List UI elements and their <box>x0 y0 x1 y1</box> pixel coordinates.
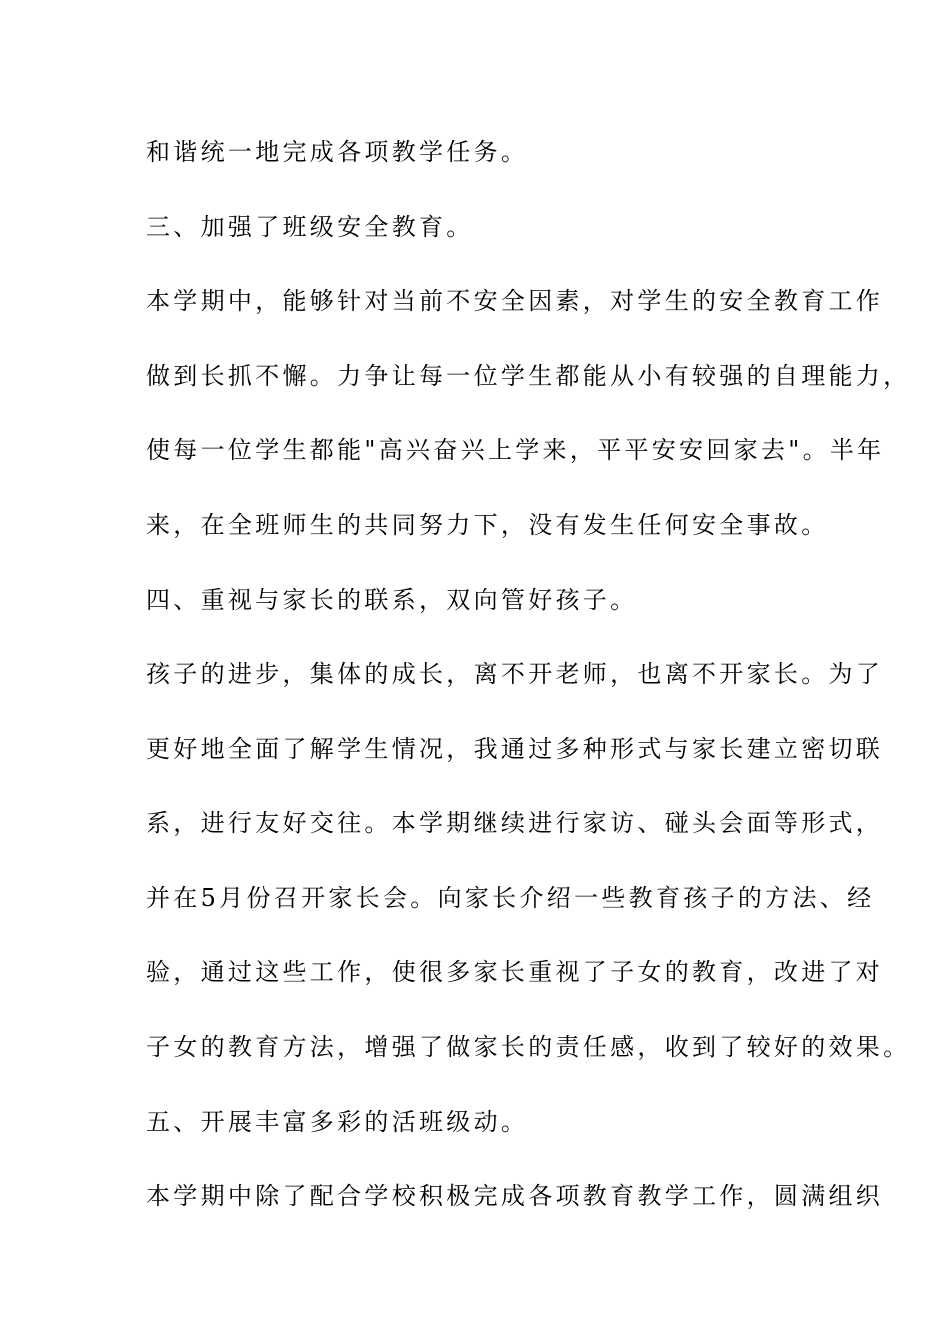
paragraph-line: 更好地全面了解学生情况，我通过多种形式与家长建立密切联 <box>146 735 884 763</box>
paragraph-line: 并在5月份召开家长会。向家长介绍一些教育孩子的方法、经 <box>146 884 875 912</box>
paragraph-line: 使每一位学生都能"高兴奋兴上学来，平平安安回家去"。半年 <box>146 436 885 464</box>
section-heading-4: 四、重视与家长的联系，双向管好孩子。 <box>146 586 638 614</box>
paragraph-line: 系，进行友好交往。本学期继续进行家访、碰头会面等形式， <box>146 809 884 837</box>
paragraph-line: 做到长抓不懈。力争让每一位学生都能从小有较强的自理能力， <box>146 362 911 390</box>
paragraph-line: 本学期中除了配合学校积极完成各项教育教学工作，圆满组织 <box>146 1182 884 1210</box>
paragraph-line: 本学期中，能够针对当前不安全因素，对学生的安全教育工作 <box>146 287 884 315</box>
paragraph-line: 子女的教育方法，增强了做家长的责任感，收到了较好的效果。 <box>146 1033 911 1061</box>
paragraph-line: 孩子的进步，集体的成长，离不开老师，也离不开家长。为了 <box>146 660 884 688</box>
section-heading-3: 三、加强了班级安全教育。 <box>146 213 474 241</box>
paragraph-line: 来，在全班师生的共同努力下，没有发生任何安全事故。 <box>146 511 829 539</box>
section-heading-5: 五、开展丰富多彩的活班级动。 <box>146 1108 529 1136</box>
paragraph-line: 验，通过这些工作，使很多家长重视了子女的教育，改进了对 <box>146 958 884 986</box>
paragraph-line: 和谐统一地完成各项教学任务。 <box>146 138 529 166</box>
